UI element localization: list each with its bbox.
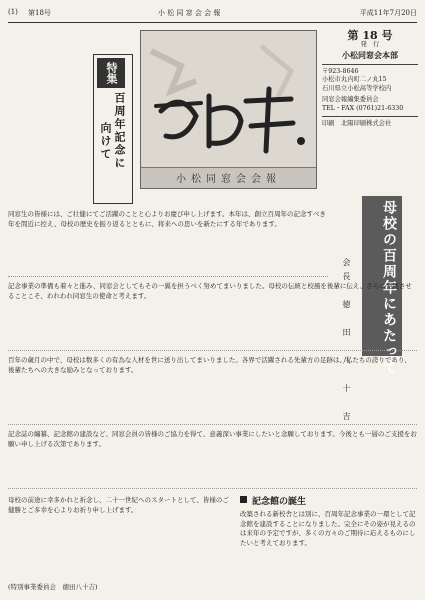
article-column-1: 同窓生の皆様には、ご壮健にてご活躍のことと心よりお慶び申し上げます。本年は、創立百周年の記念すべき年を間近に控え、母校の歴史を振り返るとともに、将来への思いを新たにする年であります。 — [8, 210, 326, 228]
special-title-line1: 百周年記念に — [113, 92, 126, 170]
issue-number: 第18号 — [28, 9, 51, 17]
publisher-committee: 同窓会報編集委員会 — [322, 96, 379, 103]
masthead-subtitle: 小松同窓会会報 — [176, 174, 281, 185]
newspaper-name: 小 松 同 窓 会 会 報 — [158, 9, 221, 17]
publisher-box — [322, 30, 418, 188]
article-headline: 母校の百周年にあたって — [381, 200, 397, 376]
publisher-printer: 印刷 北陽印刷株式会社 — [322, 120, 392, 127]
article-column-3: 百年の歳月の中で、母校は数多くの有為な人材を世に送り出してまいりました。各界で活躍される先輩方の足跡は、私たちの誇りであり、後輩たちへの大きな励みとなっております。 — [8, 356, 411, 374]
column-divider-3 — [8, 424, 417, 425]
header-rule — [8, 22, 417, 23]
column-divider-2 — [8, 350, 417, 351]
header-bar — [8, 8, 417, 20]
section-text: 改築される新校舎とは別に、百周年記念事業の一環として記念館を建設することになりました。完全にその姿が見えるのは来年の予定ですが、多くの方々のご期待に応えるものにしたいと考えております。 — [240, 510, 416, 547]
publisher-rule-2 — [322, 116, 418, 117]
article-column-4: 記念誌の編纂、記念館の建設など、同窓会員の皆様のご協力を得て、意義深い事業にしたいと念願しております。今後とも一層のご支援をお願い申し上げる次第であります。 — [8, 430, 417, 448]
special-tag: 特集 — [97, 58, 125, 88]
publisher-org: 小松同窓会本部 — [342, 50, 398, 60]
publisher-address: 〒923-8646 小松市丸内町二ノ丸15 石川県立小松高等学校内 — [322, 67, 392, 92]
special-title-line2: 向けて — [99, 122, 112, 161]
publisher-issue: 第 18 号 — [347, 29, 393, 42]
section-bullet — [240, 496, 247, 503]
article-author: 会長 徳 田 八 十 吉 — [342, 258, 351, 426]
publisher-tel: TEL・FAX (0761)21-6330 — [322, 104, 404, 112]
issue-date: 平成11年7月20日 — [359, 9, 417, 17]
publisher-rule — [322, 64, 418, 65]
column-divider-4 — [8, 488, 417, 489]
publisher-hakko: 発 行 — [360, 40, 380, 48]
article-column-5: 母校の前途に幸多かれと祈念し、二十一世紀へのスタートとして、皆様のご健勝とご多幸を心よりお祈り申し上げます。 — [8, 496, 229, 514]
page-number: (1) — [8, 8, 18, 16]
column-divider-1 — [8, 276, 328, 277]
masthead-image — [140, 30, 317, 189]
section-heading: 記念館の誕生 — [252, 497, 307, 507]
article-column-2: 記念事業の準備も着々と進み、同窓会としてもその一翼を担うべく努めてまいりました。母校の伝統と校風を後輩に伝え、さらに発展させることこそ、われわれ同窓生の使命と考えます。 — [8, 282, 412, 300]
closing-signature: (特別事業委員会 徳田八十吉) — [8, 583, 98, 591]
masthead-calligraphy — [141, 31, 316, 188]
